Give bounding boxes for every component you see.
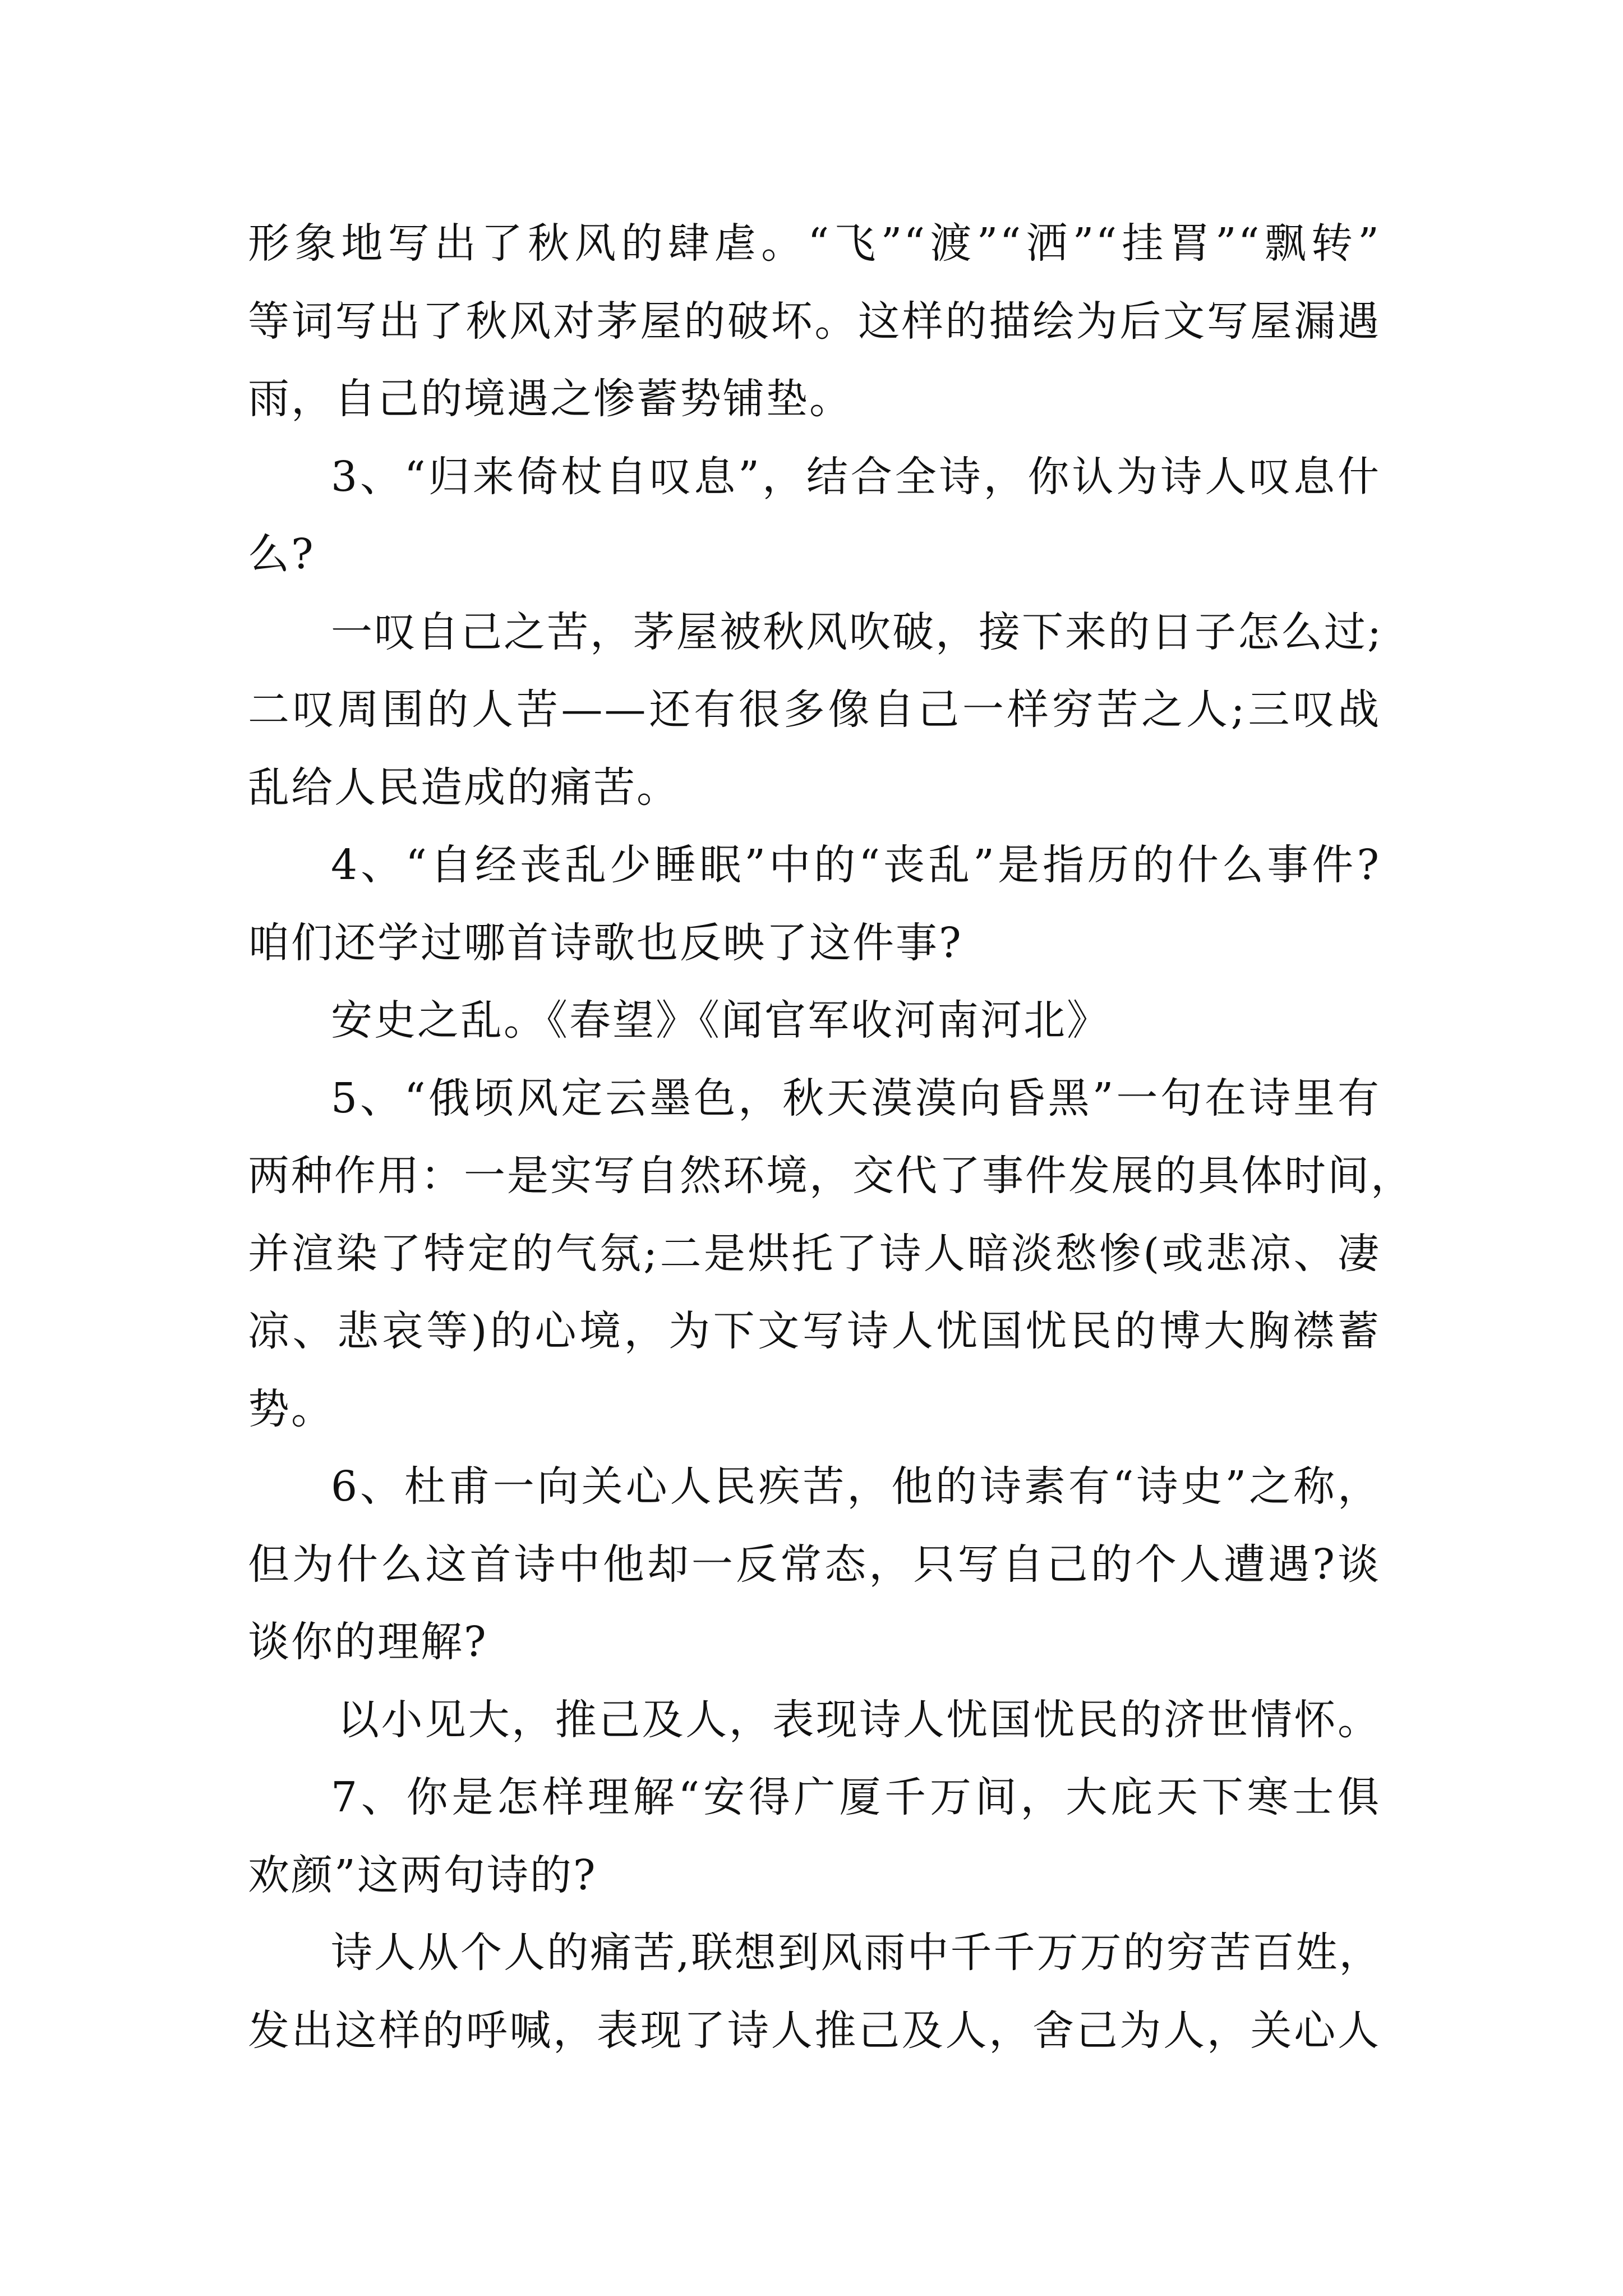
text-line: 乱给人民造成的痛苦。 [248, 763, 680, 812]
text-line: 凉、悲哀等)的心境，为下文写诗人忧国忧民的博大胸襟蓄 [248, 1307, 1381, 1355]
text-line: 势。 [248, 1384, 334, 1433]
answer-3: 一叹自己之苦，茅屋被秋风吹破，接下来的日子怎么过; [331, 608, 1383, 656]
text-line: 发出这样的呼喊，表现了诗人推己及人，舍己为人，关心人 [248, 2006, 1381, 2055]
document-body [248, 205, 1414, 2069]
text-line: 谈你的理解? [248, 1618, 488, 1666]
text-line: 并渲染了特定的气氛;二是烘托了诗人暗淡愁惨(或悲凉、凄 [248, 1229, 1381, 1278]
question-4: 4、“自经丧乱少睡眠”中的“丧乱”是指历的什么事件? [331, 841, 1381, 889]
answer-4: 安史之乱。《春望》《闻官军收河南河北》 [331, 996, 1110, 1045]
text-line: 么? [248, 530, 315, 578]
text-line: 雨，自己的境遇之惨蓄势铺垫。 [248, 375, 852, 423]
question-6: 6、杜甫一向关心人民疾苦，他的诗素有“诗史”之称， [331, 1462, 1381, 1511]
answer-7: 诗人从个人的痛苦,联想到风雨中千千万万的穷苦百姓， [331, 1929, 1382, 1977]
answer-6: 以小见大，推己及人，表现诗人忧国忧民的济世情怀。 [338, 1695, 1381, 1744]
text-line: 形象地写出了秋风的肆虐。“飞”“渡”“洒”“挂罥”“飘转” [248, 219, 1381, 268]
question-5: 5、“俄顷风定云墨色，秋天漠漠向昏黑”一句在诗里有 [331, 1074, 1381, 1122]
text-line: 二叹周围的人苦——还有很多像自己一样穷苦之人;三叹战 [248, 685, 1381, 734]
text-line: 等词写出了秋风对茅屋的破坏。这样的描绘为后文写屋漏遇 [248, 297, 1381, 346]
text-line: 但为什么这首诗中他却一反常态，只写自己的个人遭遇?谈 [248, 1540, 1381, 1589]
text-line: 欢颜”这两句诗的? [248, 1851, 597, 1899]
text-line: 咱们还学过哪首诗歌也反映了这件事? [248, 918, 963, 967]
question-3: 3、“归来倚杖自叹息”，结合全诗，你认为诗人叹息什 [331, 452, 1381, 501]
question-7: 7、你是怎样理解“安得广厦千万间，大庇天下寒士俱 [331, 1773, 1381, 1821]
text-line: 两种作用：一是实写自然环境，交代了事件发展的具体时间， [248, 1152, 1414, 1200]
